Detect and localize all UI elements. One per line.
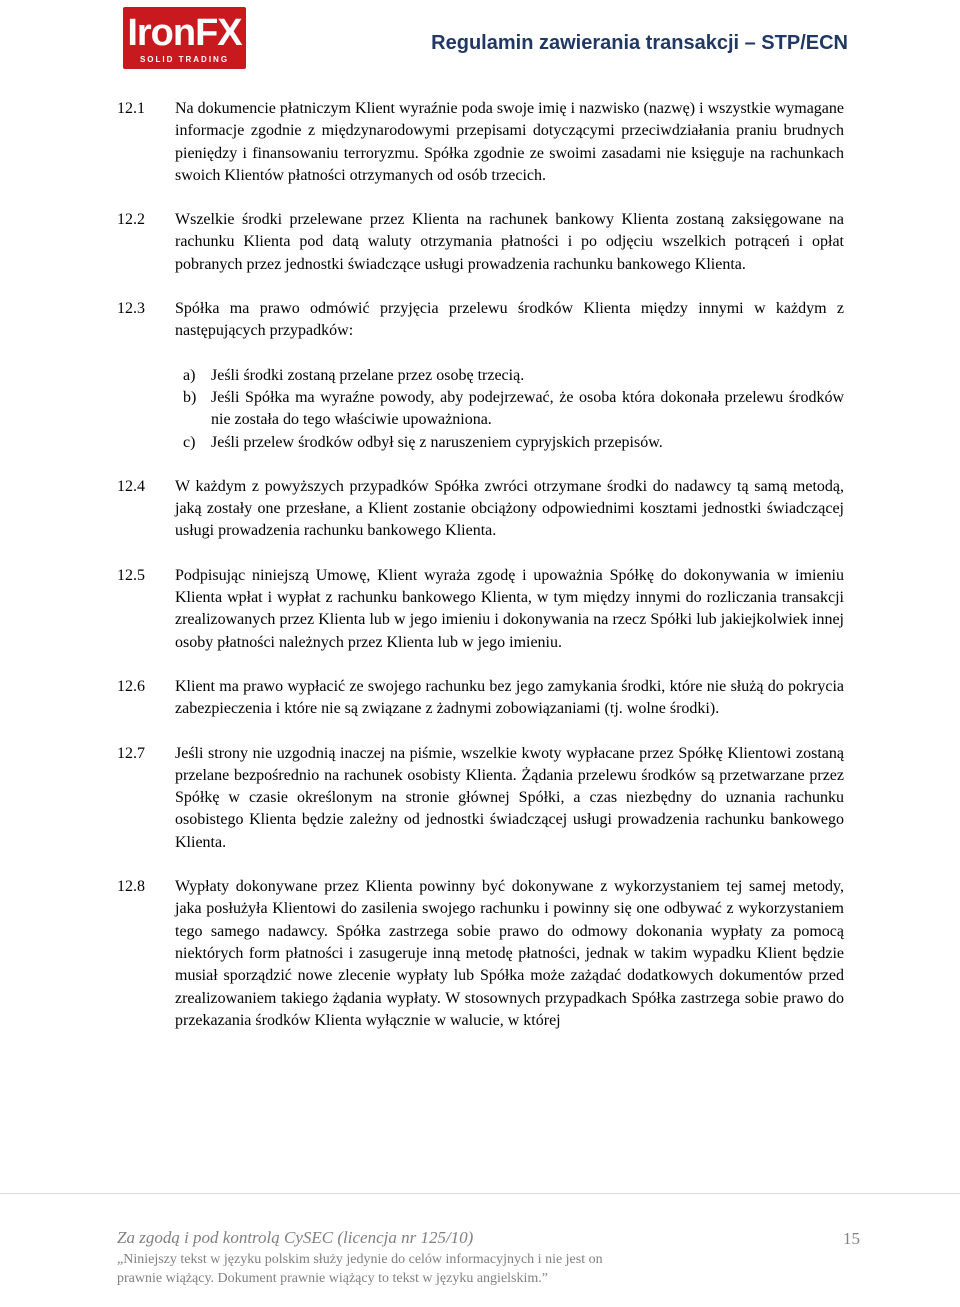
logo-wordmark: IronFX <box>127 12 242 54</box>
page-number: 15 <box>843 1229 860 1248</box>
clause-12-5 <box>117 565 844 654</box>
list-item-text: Jeśli przelew środków odbył się z naruszeniem cypryjskich przepisów. <box>211 433 663 451</box>
document-title: Regulamin zawierania transakcji – STP/ECN <box>431 32 848 54</box>
list-item <box>175 387 844 432</box>
clause-text: Na dokumencie płatniczym Klient wyraźnie poda swoje imię i nazwisko (nazwę) i wszystkie wymagane informacje zgodnie z międzynarodowymi przepisami dotyczącymi przeciwdziałania praniu brudnych pieniędzy i finansowaniu terroryzmu. Spółka zgodnie ze swoimi zasadami nie księguje na rachunkach swoich Klientów płatności otrzymanych od osób trzecich. <box>175 100 844 184</box>
clause-number: 12.7 <box>117 744 145 762</box>
clause-12-7 <box>117 743 844 854</box>
clause-number: 12.6 <box>117 677 145 695</box>
clause-12-8 <box>117 876 844 1032</box>
document-body <box>117 98 844 1054</box>
footer-license: Za zgodą i pod kontrolą CySEC (licencja nr 125/10) <box>117 1228 474 1247</box>
clause-text: Podpisując niniejszą Umowę, Klient wyraża zgodę i upoważnia Spółkę do dokonywania w imieniu Klienta wpłat i wypłat z rachunku bankowego Klienta, w tym między innymi do rozliczania transakcji zrealizowanych przez Klienta lub w jego imieniu i dokonywania na rzecz Spółki lub jakiejkolwiek innej osoby płatności należnych przez Klienta lub w jego imieniu. <box>175 566 844 651</box>
clause-12-1 <box>117 98 844 187</box>
clause-12-4 <box>117 476 844 543</box>
clause-12-2 <box>117 209 844 276</box>
clause-12-3 <box>117 298 844 454</box>
list-item <box>175 365 844 387</box>
clause-text: Jeśli strony nie uzgodnią inaczej na piśmie, wszelkie kwoty wypłacane przez Spółkę Klientowi zostaną przelane bezpośrednio na rachunek osobisty Klienta. Żądania przelewu środków są przetwarzane przez Spółkę w czasie określonym na stronie głównej Spółki, a czas niezbędny do uznania rachunku osobistego Klienta będzie zależny od jednostki świadczącej usługi prowadzenia rachunku bankowego Klienta. <box>175 744 844 851</box>
logo-tagline: SOLID TRADING <box>139 55 230 64</box>
list-item-text: Jeśli środki zostaną przelane przez osobę trzecią. <box>211 366 525 384</box>
clause-12-6 <box>117 676 844 721</box>
list-item-text: Jeśli Spółka ma wyraźne powody, aby podejrzewać, że osoba która dokonała przelewu środków nie została do tego właściwie upoważniona. <box>211 388 844 429</box>
clause-number: 12.2 <box>117 211 145 229</box>
footer-divider <box>0 1193 960 1194</box>
clause-text: Spółka ma prawo odmówić przyjęcia przelewu środków Klienta między innymi w każdym z następujących przypadków: <box>175 300 844 340</box>
list-marker: c) <box>183 433 196 451</box>
clause-text: Klient ma prawo wypłacić ze swojego rachunku bez jego zamykania środki, które nie służą do pokrycia zabezpieczenia i które nie są związane z żadnymi zobowiązaniami (tj. wolne środki). <box>175 677 844 718</box>
clause-number: 12.1 <box>117 100 145 117</box>
clause-text: Wypłaty dokonywane przez Klienta powinny być dokonywane z wykorzystaniem tej samej metody, jaka posłużyła Klientowi do zasilenia swojego rachunku i powinny się one odbywać z wykorzystaniem tego samego nadawcy. Spółka zastrzega sobie prawo do odmowy dokonania wypłaty za pomocą niektórych form płatności i zasugeruje inną metodę płatności, jednak w takim wypadku Klient będzie musiał sporządzić nowe zlecenie wypłaty lub Spółka może zażądać dodatkowych dokumentów przed zrealizowaniem takiego żądania wypłaty. W stosownych przypadkach Spółka zastrzega sobie prawo do przekazania środków Klienta wyłącznie w walucie, w której <box>175 878 844 1029</box>
refusal-cases-list <box>175 365 844 454</box>
ironfx-logo <box>123 7 246 69</box>
clause-text: Wszelkie środki przelewane przez Klienta na rachunek bankowy Klienta zostaną zaksięgowane na rachunku Klienta pod datą waluty otrzymania płatności i po odjęciu wszelkich potrąceń i opłat pobranych przez jednostki świadczące usługi prowadzenia rachunku bankowego Klienta. <box>175 211 844 273</box>
clause-number: 12.3 <box>117 300 145 318</box>
list-item <box>175 432 844 454</box>
list-marker: a) <box>183 366 196 384</box>
clause-text: W każdym z powyższych przypadków Spółka zwróci otrzymane środki do nadawcy tą samą metodą, jaką zostały one przesłane, a Klient zostanie obciążony odpowiednimi kosztami jednostki świadczącej usługi prowadzenia rachunku bankowego Klienta. <box>175 477 844 540</box>
clause-number: 12.8 <box>117 878 145 896</box>
footer-disclaimer: „Niniejszy tekst w języku polskim służy jedynie do celów informacyjnych i nie jest on prawnie wiążący. Dokument prawnie wiążący to tekst w języku angielskim.” <box>117 1252 603 1286</box>
clause-number: 12.4 <box>117 477 145 495</box>
clause-number: 12.5 <box>117 566 145 584</box>
list-marker: b) <box>183 388 197 406</box>
